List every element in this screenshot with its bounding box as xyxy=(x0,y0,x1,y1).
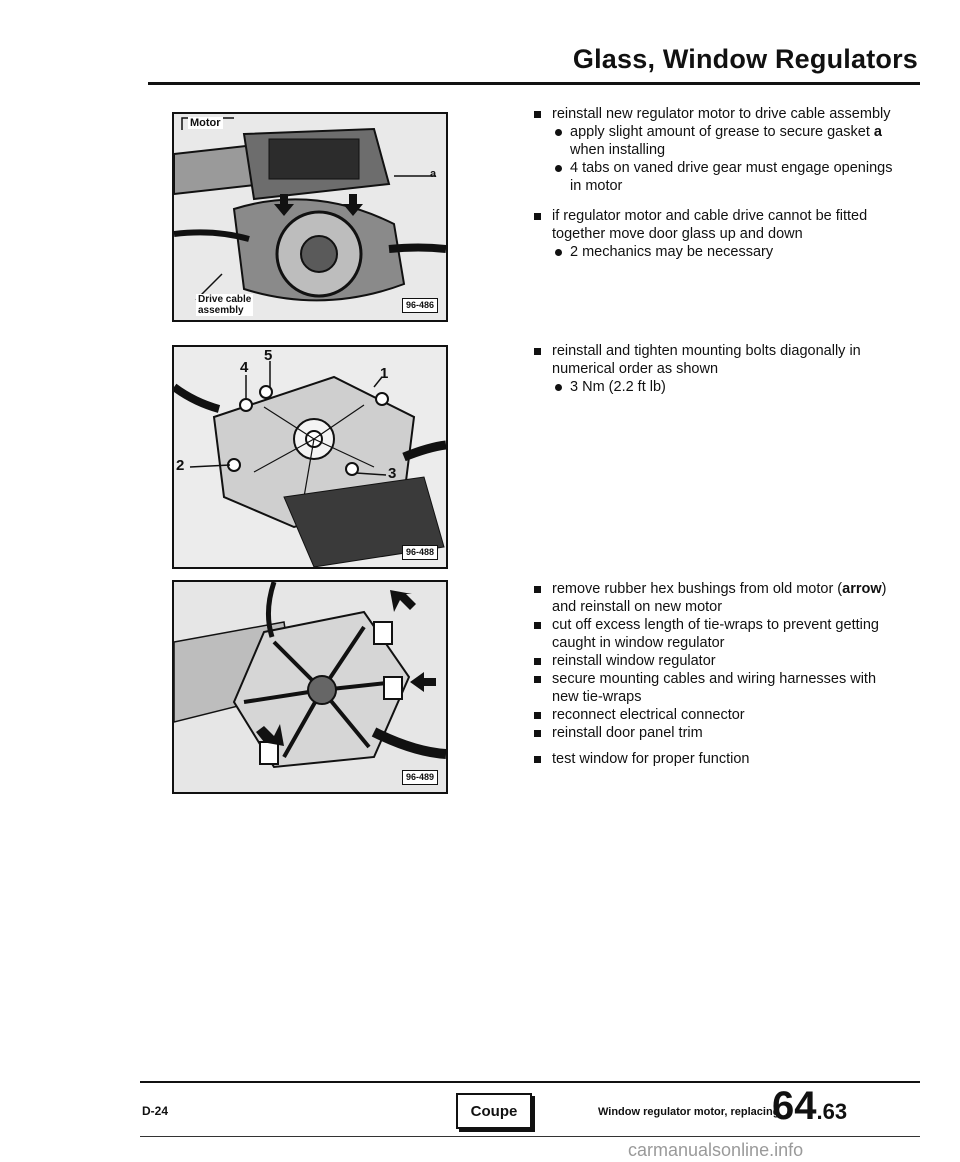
watermark: carmanualsonline.info xyxy=(628,1140,804,1160)
list-item-text: when installing xyxy=(570,142,666,158)
bushings-illustration xyxy=(174,582,446,792)
figure-hex-bushings xyxy=(172,580,448,794)
list-item: 4 tabs on vaned drive gear must engage openings in motor xyxy=(534,159,904,195)
page-number xyxy=(772,1084,847,1129)
footer-rule-bottom xyxy=(140,1136,920,1137)
list-item: cut off excess length of tie-wraps to prevent getting caught in window regulator xyxy=(534,616,904,652)
figure-id: 96-486 xyxy=(402,298,438,313)
label-bolt-5: 5 xyxy=(264,347,273,364)
list-item: 3 Nm (2.2 ft lb) xyxy=(534,378,904,396)
label-motor: Motor xyxy=(190,117,221,129)
footer-caption: Window regulator motor, replacing xyxy=(598,1106,780,1118)
page-number-sub: .63 xyxy=(816,1099,848,1124)
label-bolt-1: 1 xyxy=(380,365,389,382)
label-drive-line1: Drive cable xyxy=(198,294,252,305)
bolt-order-illustration xyxy=(174,347,446,567)
list-item: reinstall new regulator motor to drive cable assembly xyxy=(534,105,904,123)
list-item: reinstall door panel trim xyxy=(534,724,904,742)
instructions-section-3 xyxy=(534,580,904,768)
instructions-section-1 xyxy=(534,105,904,261)
list-item-emph: a xyxy=(873,124,882,140)
footer-code: D-24 xyxy=(142,1104,169,1118)
list-item: test window for proper function xyxy=(534,750,904,768)
label-a: a xyxy=(430,168,437,180)
list-item: if regulator motor and cable drive cannot be fitted together move door glass up and down xyxy=(534,207,904,243)
list-item: reinstall and tighten mounting bolts diagonally in numerical order as shown xyxy=(534,342,904,378)
list-item: 2 mechanics may be necessary xyxy=(534,243,904,261)
list-item-emph: arrow xyxy=(842,581,882,597)
model-badge: Coupe xyxy=(456,1093,532,1129)
label-bolt-4: 4 xyxy=(240,359,249,376)
page-title: Glass, Window Regulators xyxy=(572,44,918,74)
label-bolt-2: 2 xyxy=(176,457,185,474)
label-bolt-3: 3 xyxy=(388,465,397,482)
label-drive-line2: assembly xyxy=(198,305,244,316)
header-rule xyxy=(148,82,920,85)
figure-id: 96-488 xyxy=(402,545,438,560)
page-number-main: 64 xyxy=(772,1084,817,1128)
figure-motor-drive-cable xyxy=(172,112,448,322)
list-item xyxy=(534,123,904,159)
figure-bolt-order xyxy=(172,345,448,569)
figure-id: 96-489 xyxy=(402,770,438,785)
instructions-section-2 xyxy=(534,342,904,396)
list-item-text: ) and reinstall on new motor xyxy=(552,581,887,615)
list-item-text: remove rubber hex bushings from old motor ( xyxy=(552,581,843,597)
list-item xyxy=(534,580,904,616)
list-item-text: apply slight amount of grease to secure gasket xyxy=(570,124,874,140)
label-drive-cable xyxy=(196,294,253,316)
footer-rule xyxy=(140,1081,920,1083)
list-item: secure mounting cables and wiring harnesses with new tie-wraps xyxy=(534,670,904,706)
list-item: reinstall window regulator xyxy=(534,652,904,670)
motor-illustration xyxy=(174,114,446,320)
list-item: reconnect electrical connector xyxy=(534,706,904,724)
